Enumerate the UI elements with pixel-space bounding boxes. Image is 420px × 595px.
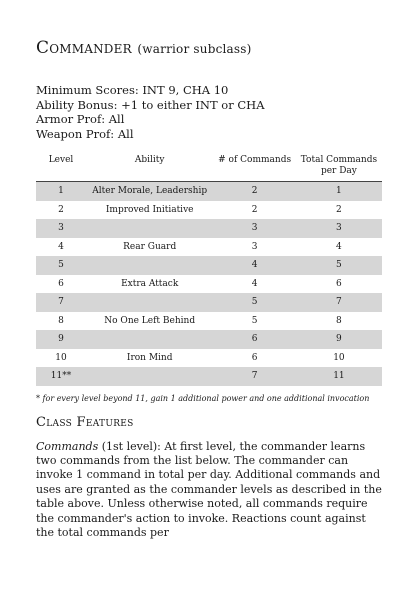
cell-ability (86, 256, 213, 275)
cell-total: 2 (336, 204, 342, 215)
ability-bonus: Ability Bonus: +1 to either INT or CHA (36, 97, 265, 112)
page-title (36, 38, 386, 59)
cell-commands: 2 (213, 182, 295, 201)
cell-level: 3 (36, 219, 86, 238)
cell-level: 11** (36, 367, 86, 386)
table-footnote: * for every level beyond 11, gain 1 additional power and one additional invocation (36, 393, 370, 403)
minimum-scores: Minimum Scores: INT 9, CHA 10 (36, 83, 229, 97)
header-commands: # of Commands (213, 155, 295, 182)
feature-paragraph (36, 440, 386, 541)
table-row (36, 238, 382, 257)
progression-table (36, 155, 382, 386)
cell-ability: Alter Morale, Leadership (86, 182, 213, 201)
cell-total: 10 (333, 352, 345, 363)
cell-total: 6 (336, 278, 342, 289)
table-row (36, 312, 382, 331)
cell-total: 5 (296, 256, 382, 275)
class-subtitle: (warrior subclass) (137, 42, 252, 56)
weapon-prof: Weapon Prof: All (36, 126, 134, 141)
feature-text: : At first level, the commander learns two commands from the list below. The commander can invoke 1 command in total per day. Additional commands and uses are granted as the commander levels as described in the table above. Unless otherwise noted, all commands require the commander's action to invoke. Reactions count against the total commands per (36, 439, 382, 539)
cell-total: 3 (296, 219, 382, 238)
header-total-line1: Total Commands (300, 155, 378, 165)
header-total-commands (296, 155, 382, 182)
table-row (36, 219, 382, 238)
table-row (36, 256, 382, 275)
feature-name: Commands (36, 439, 99, 453)
table-row (36, 330, 382, 349)
cell-commands: 5 (213, 293, 295, 312)
cell-ability (86, 330, 213, 349)
cell-ability: No One Left Behind (104, 315, 196, 326)
stat-block (36, 83, 386, 141)
cell-level: 8 (58, 315, 64, 326)
header-ability: Ability (86, 155, 213, 182)
cell-level: 2 (58, 204, 64, 215)
cell-total: 8 (336, 315, 342, 326)
cell-total: 4 (336, 241, 342, 252)
cell-commands: 6 (213, 330, 295, 349)
armor-prof: Armor Prof: All (36, 112, 125, 126)
cell-commands: 6 (251, 352, 258, 363)
cell-level: 6 (58, 278, 64, 289)
cell-ability (86, 219, 213, 238)
cell-ability: Improved Initiative (105, 204, 194, 215)
cell-commands: 4 (251, 278, 258, 289)
cell-commands: 2 (251, 204, 258, 215)
table-row (36, 201, 382, 220)
cell-commands: 7 (213, 367, 295, 386)
header-level: Level (36, 155, 86, 182)
cell-ability: Iron Mind (126, 352, 173, 363)
table-body (36, 182, 382, 386)
feature-level-note: (1st level) (98, 439, 158, 453)
cell-commands: 5 (251, 315, 258, 326)
section-heading: Class Features (36, 414, 134, 430)
table-row (36, 293, 382, 312)
table-row (36, 275, 382, 294)
cell-level: 4 (58, 241, 64, 252)
cell-level: 1 (36, 182, 86, 201)
cell-ability: Rear Guard (123, 241, 177, 252)
cell-ability (86, 367, 213, 386)
cell-commands: 4 (213, 256, 295, 275)
cell-commands: 3 (213, 219, 295, 238)
cell-level: 10 (55, 352, 67, 363)
table-row (36, 349, 382, 368)
cell-total: 7 (296, 293, 382, 312)
cell-commands: 3 (251, 241, 258, 252)
table-row (36, 367, 382, 386)
cell-level: 7 (36, 293, 86, 312)
header-total-line2: per Day (320, 166, 357, 176)
cell-level: 9 (36, 330, 86, 349)
cell-total: 11 (296, 367, 382, 386)
cell-level: 5 (36, 256, 86, 275)
cell-ability (86, 293, 213, 312)
table-header-row (36, 155, 382, 182)
cell-ability: Extra Attack (121, 278, 179, 289)
page (36, 38, 386, 540)
cell-total: 9 (296, 330, 382, 349)
class-name: Commander (36, 38, 132, 58)
table-row (36, 182, 382, 201)
cell-total: 1 (296, 182, 382, 201)
